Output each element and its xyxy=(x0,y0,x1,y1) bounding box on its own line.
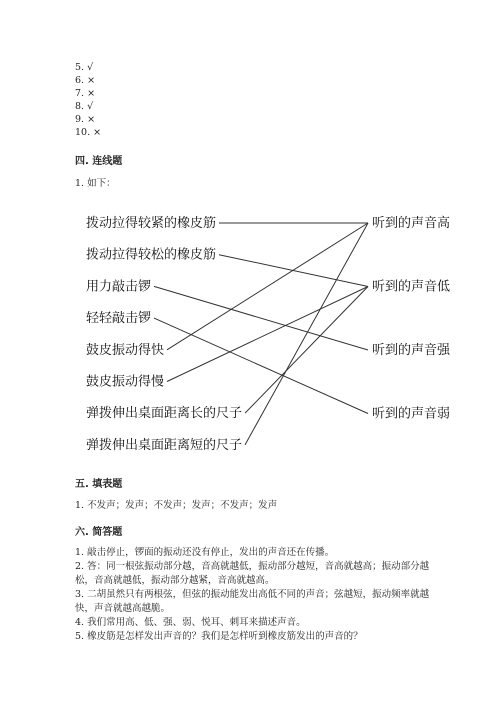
connection-line-8 xyxy=(245,223,368,445)
left-item-3: 用力敲击锣 xyxy=(86,279,152,295)
short-answer-5: 5. 橡皮筋是怎样发出声音的？我们是怎样听到橡皮筋发出的声音的？ xyxy=(75,631,363,642)
left-items xyxy=(86,215,242,453)
right-item-1: 听到的声音高 xyxy=(372,216,451,231)
answer-item: 5. √ xyxy=(75,62,94,73)
section-4-intro: 1. 如下： xyxy=(75,178,116,189)
left-item-2: 拨动拉得较松的橡皮筋 xyxy=(86,247,217,263)
answer-item: 7. × xyxy=(75,88,96,99)
short-answer-1: 1. 敲击停止，锣面的振动还没有停止，发出的声音还在传播。 xyxy=(75,547,335,558)
connection-line-3 xyxy=(154,286,368,350)
left-item-1: 拨动拉得较紧的橡皮筋 xyxy=(86,216,217,231)
right-item-3: 听到的声音强 xyxy=(372,343,451,358)
section-6-title: 六. 简答题 xyxy=(75,527,123,538)
answer-item: 9. × xyxy=(75,114,96,125)
connection-line-6 xyxy=(167,287,368,382)
left-item-8: 弹拨伸出桌面距离短的尺子 xyxy=(86,437,243,453)
connection-line-2 xyxy=(219,255,368,287)
section-5-title: 五. 填表题 xyxy=(75,479,123,490)
short-answer-4: 4. 我们常用高、低、强、弱、悦耳、刺耳来描述声音。 xyxy=(75,617,306,628)
section-4-title: 四. 连线题 xyxy=(75,156,123,167)
left-item-4: 轻轻敲击锣 xyxy=(86,311,152,327)
connection-line-4 xyxy=(154,318,368,413)
right-items xyxy=(372,215,451,422)
right-item-2: 听到的声音低 xyxy=(372,279,451,295)
left-item-7: 弹拨伸出桌面距离长的尺子 xyxy=(86,406,243,422)
answer-item: 8. √ xyxy=(75,101,94,112)
short-answer-2: 2. 答：同一根弦振动部分越，音高就越低，振动部分越短，音高就越高；振动部分越松，音高就越低，振动部分越紧，音高就越高。 xyxy=(75,561,430,586)
answer-item: 10. × xyxy=(75,127,102,138)
section-5-answer: 1. 不发声；发声；不发声；发声；不发声；发声 xyxy=(75,500,278,511)
connection-line-5 xyxy=(167,223,368,350)
short-answer-3: 3. 二胡虽然只有两根弦，但弦的振动能发出高低不同的声音；弦越短，振动频率就越快，声音就越高越脆。 xyxy=(75,589,430,614)
connection-line-7 xyxy=(245,287,368,414)
answer-item: 6. × xyxy=(75,75,96,86)
left-item-5: 鼓皮振动得快 xyxy=(86,342,165,358)
right-item-4: 听到的声音弱 xyxy=(372,406,451,422)
left-item-6: 鼓皮振动得慢 xyxy=(86,374,165,390)
